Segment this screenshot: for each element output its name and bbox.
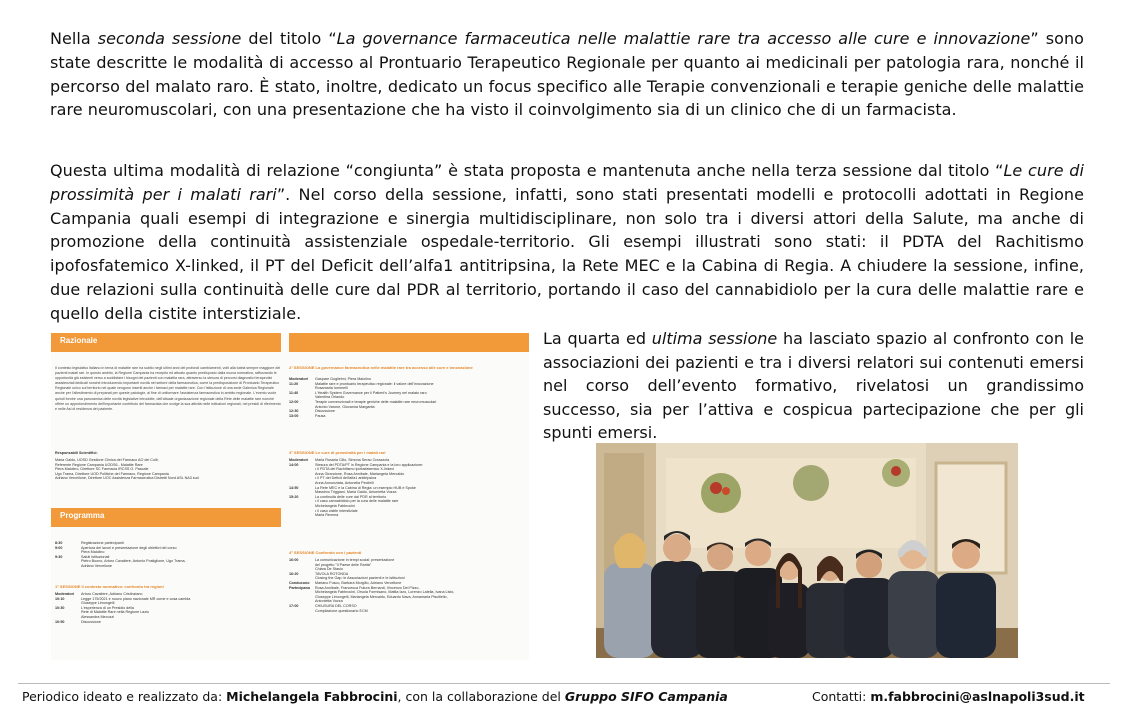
programme-item: Stesura del PDTA/PT in Regione Campania e la loro applicazione: [315, 462, 424, 467]
programme-item: Discussione [315, 409, 335, 414]
programme-row [289, 609, 454, 614]
programme-time: Conducono [289, 580, 310, 585]
right-header-bar [289, 333, 529, 352]
programme-time: 9:00 [55, 545, 63, 550]
text: del titolo “ [241, 29, 337, 48]
text: ”. Nel corso della sessione, infatti, sono stati presentati modelli e protocolli adottati in Regione Campania quali esempi di integrazione e sinergia multidisciplinare, non solo tra i diversi attori della Salute, ma anche di promozione della continuità assistenziale ospedale-territorio. Gli esempi illustrati sono stati: il PDTA del Rachitismo ipofosfatemico X-linked, il PT del Deficit dell’alfa1 antitripsina, la Rete MEC e la Cabina di Regia. A chiudere la sessione, infine, due relazioni sulla continuità delle cure dal PDR al territorio, portando il caso del cannabidiolo per la cura delle malattie rare e quello della cistite interstiziale. [50, 184, 1084, 323]
programme-item: La continuità delle cure dal PDR al territorio [315, 494, 387, 499]
programme-item: Pietro Buono, Arturo Cavaliere, Antonio Postiglione, Ugo Trama, [81, 559, 186, 564]
programme-item: Giuseppe Limongelli [81, 601, 115, 606]
programme-time: Partecipano [289, 585, 311, 590]
programme-item: Maria Remma [315, 513, 339, 518]
programme-item: Michelangela Fabbrocini, Orsola Formisano, Mattia Izzo, Lorenzo Latella, Ivana Listo, [315, 590, 455, 595]
responsabile-item: Maria Galdo, UOSD Gestione Clinica del Farmaco AO dei Colli; [55, 458, 159, 462]
programme-item: Malattie rare e prontuario terapeutico regionale: il valore dell'innovazione [315, 381, 434, 386]
programme-time: 14:00 [289, 462, 299, 467]
session-title-italic: Le cure di prossimità per i malati rari [50, 161, 1084, 204]
paragraph-fourth-session [543, 327, 1084, 445]
programme-item: Discussione [81, 619, 101, 624]
programme-item: Michelangela Fabbrocini [315, 503, 355, 508]
programme-item: L'esperienza di un Presidio della [81, 605, 134, 610]
programme-item: Rete di Malattie Rare nella Regione Lazio [81, 610, 150, 615]
programme-right-3 [289, 558, 454, 613]
programme-item: • il caso cistite interstiziale [315, 508, 358, 513]
session-3-title: 3° SESSIONE Le cure di prossimità per i malati rari [289, 450, 386, 455]
programme-right-2 [289, 458, 423, 518]
programme-item: Adriano Vercellone [81, 563, 112, 568]
programme-item: CHIUSURA DEL CORSO [315, 603, 357, 608]
programme-item: Pausa [315, 413, 326, 418]
programme-item: L'Health System Governance per il Patient's Journey nel malato raro [315, 390, 427, 395]
programme-item: • il PT del Deficit dell'alfa1 antitripsina [315, 476, 377, 481]
text: Nella [50, 29, 98, 48]
programme-item: Antonio Varone, Giovanna Margarita [315, 404, 375, 409]
programme-left-1 [55, 541, 186, 569]
group-photo [596, 443, 1018, 658]
programme-item: Alessandra Mecozzi [81, 614, 114, 619]
razionale-title: Razionale [60, 336, 98, 345]
programme-time: 15:20 [289, 494, 299, 499]
footer-label: , con la collaborazione del [397, 689, 565, 704]
responsabile-item: Adriano Vercellone, Direttore UOC Assistenza Farmaceutica Distretti Nord ASL NA3 sud [55, 476, 199, 481]
footer-credits [22, 689, 728, 704]
programme-item: Giuseppe Limongelli, Mariangela Mercaldo, Eduardo Nava, Annamaria Piscitiello, [315, 594, 448, 599]
text: ha lasciato spazio al confronto con le associazioni dei pazienti e tra i diversi relatori sui contenuti emersi nel corso dell’evento formativo, rivelatosi un grandissimo successo, sia per l’attiva e cospicua partecipazione che per gli spunti emersi. [543, 329, 1084, 443]
session-4-title: 4° SESSIONE Confronto con i pazienti [289, 550, 362, 555]
razionale-text: Il contesto legislativo italiano in tema di malattie rare ha subito negli ultimi anni dei profondi cambiamenti, volti alla tutela sempre maggiore dei pazienti malati rari. In questo ambito, la Regione Campania ha recepito ed attuato quanto predisposto dalla nuova normativa, rafforzando le opportunità già esistenti verso a soddisfare i bisogni dei pazienti con malattia rara, attraverso la stesura di percorsi diagnostici terapeutici assistenziali dedicati nonché introducendo importanti novità nel settore della farmaceutica, come la predisposizione di Prontuario Terapeutico Regionale unico sul territorio nel quale vengono inseriti anche i farmaci per malattie rare. Con l'istituzione di una sede Galenica Regionale anche per l'allestimento di preparati per queste patologie, al fine di uniformare l'assistenza farmaceutica in ambito regionale. L'evento vuole quindi fornire una panoramica delle novità legislative introdotte, dell'attuale organizzazione regionale della Rete delle malattie rare nonché offrire un approfondimento dell'importante contributo del farmacista che svolge la sua attività nelle istituzioni regionali, nei presidi di riferimento e nelle Asl di residenza del paziente. [55, 366, 281, 411]
programme-item: Arturo Cavaliere, Adriano Cristinziano [81, 592, 143, 596]
programme-item: Closing the Gap: le Associazioni pazienti e le Istituzioni [315, 576, 405, 581]
programme-time: 12:30 [289, 409, 299, 414]
footer-author: Michelangela Fabbrocini [226, 689, 398, 704]
programme-time: 14:50 [289, 485, 299, 490]
group-photo-drawing [596, 443, 1018, 658]
session-title-italic: La governance farmaceutica nelle malattie rare tra accesso alle cure e innovazione [336, 29, 1031, 48]
programme-item: Anna Annunziata, Antonella Pecilelli [315, 480, 374, 485]
programme-item: Piera Maiolino [81, 550, 105, 555]
programme-time: 10:10 [55, 596, 65, 601]
programme-item: TAVOLA ROTONDA [315, 571, 349, 576]
paragraph-second-session [50, 27, 1084, 122]
programme-flyer-image [51, 333, 529, 660]
programme-right-1 [289, 377, 436, 418]
footer-label: Periodico ideato e realizzato da: [22, 689, 227, 704]
programme-item: Apertura dei lavori e presentazione degli obiettivi del corso [81, 545, 177, 550]
programme-time: 11:40 [289, 390, 299, 395]
responsabile-item: Ugo Trama, Direttore UOD Politiche del Farmaco, Regione Campania [55, 471, 169, 476]
footer-contacts [812, 689, 1085, 704]
text-italic: ultima sessione [651, 329, 778, 348]
programme-item: Mariano Fusco, Barbara Morgillo, Adriano Vercellone [315, 580, 402, 585]
programme-item: Valentina Orlando [315, 395, 345, 400]
text: Questa ultima modalità di relazione “congiunta” è stata proposta e mantenuta anche nella terza sessione dal titolo “ [50, 161, 1004, 180]
programme-item: Registrazione partecipanti [81, 541, 124, 545]
session-1-title: 1° SESSIONE Il contesto normativo: confronto tra regioni [55, 584, 164, 589]
responsabili-list [55, 458, 199, 481]
footer-contacts-label: Contatti: [812, 689, 871, 704]
programme-item: Anna Girandone, Rosa Annibale, Mariangela Mercaldo [315, 471, 405, 476]
programme-time: 16:20 [289, 571, 299, 576]
programme-time: 16:00 [289, 558, 299, 562]
programme-item: Massimo Triggiani, Maria Galdo, Antonietta Vozza [315, 490, 397, 495]
programma-title: Programma [60, 511, 105, 520]
programme-time: Moderatori [55, 592, 75, 596]
programme-item: • il PDTA del Rachitismo ipofosfatemico X-linked [315, 467, 394, 472]
programme-row [289, 414, 436, 419]
footer-group: Gruppo SIFO Campania [564, 689, 728, 704]
programme-time: 11:20 [289, 381, 299, 386]
programme-time: 10:50 [55, 619, 65, 624]
programme-time: Moderatori [289, 377, 309, 381]
text: ” sono state descritte le modalità di accesso al Prontuario Terapeutico Regionale per quanto ai medicinali per patologia rara, nonché il percorso del malato raro. È stato, inoltre, dedicato un focus specifico alle Terapie convenzionali e terapie geniche delle malattie rare neuromuscolari, con una presentazione che ha visto il coinvolgimento sia di un clinico che di un farmacista. [50, 29, 1084, 120]
programma-header [51, 508, 281, 527]
programme-item: Maria Rosaria Cillo, Simona Serao Creazzola [315, 458, 390, 462]
programme-time: 17:00 [289, 603, 299, 608]
session-2-title: 2° SESSIONE La governance farmaceutica nelle malattie rare tra accesso alle cure e innovazione [289, 365, 473, 370]
programme-item: La comunicazione in tempi social: presentazione [315, 558, 395, 562]
programme-item: del progetto "Il Paese delle Rarità" [315, 562, 372, 567]
programme-item: Terapie convenzionali e terapie geniche delle malattie rare neuromuscolari [315, 399, 437, 404]
programme-row [55, 564, 186, 569]
programme-time: 10:30 [55, 605, 65, 610]
responsabile-item: Referente Regione Campania UODS6 - Malattie Rare [55, 462, 143, 467]
programme-time: 9:30 [55, 554, 63, 559]
responsabile-item: Piera Maiolino, Direttore SC Farmacia IRCSS G. Pascale [55, 467, 149, 472]
programme-item: • il caso cannabidiolo per la cura delle malattie rare [315, 499, 399, 504]
programme-time: Moderatori [289, 458, 309, 462]
programme-time: 13:00 [289, 413, 299, 418]
programme-item: Chiara De Stasio [315, 567, 343, 572]
programme-row [55, 620, 190, 625]
programme-item: Antonietta Vozza [315, 599, 343, 604]
programme-item: Rosamaria Iommelli [315, 386, 348, 391]
programme-row [289, 513, 423, 518]
responsabili-title: Responsabili Scientifici: [55, 451, 98, 455]
programme-time: 12:00 [289, 399, 299, 404]
programme-item: La Rete MEC e la Cabina di Regia: un esempio HUB e Spoke [315, 485, 416, 490]
razionale-header [51, 333, 281, 352]
text-italic: seconda sessione [97, 29, 242, 48]
programme-left-2 [55, 592, 190, 624]
footer-divider [18, 683, 1110, 684]
programme-item: Saluti istituzionali [81, 554, 110, 559]
programme-item: Legge 175/2021 e nuovo piano nazionale MR come e cosa cambia [81, 596, 191, 601]
footer-email[interactable]: m.fabbrocini@aslnapoli3sud.it [870, 689, 1085, 704]
text: La quarta ed [543, 329, 652, 348]
programme-item: Compilazione questionario ECM [315, 608, 368, 613]
programme-item: Gaspare Guglielmi, Piera Maiolino [315, 377, 371, 381]
programme-item: Rosa Annibale, Francesca Futura Bernardi, Vincenzo Del Pizzo, [315, 585, 420, 590]
programme-time: 8:30 [55, 541, 63, 545]
paragraph-third-session [50, 159, 1084, 326]
